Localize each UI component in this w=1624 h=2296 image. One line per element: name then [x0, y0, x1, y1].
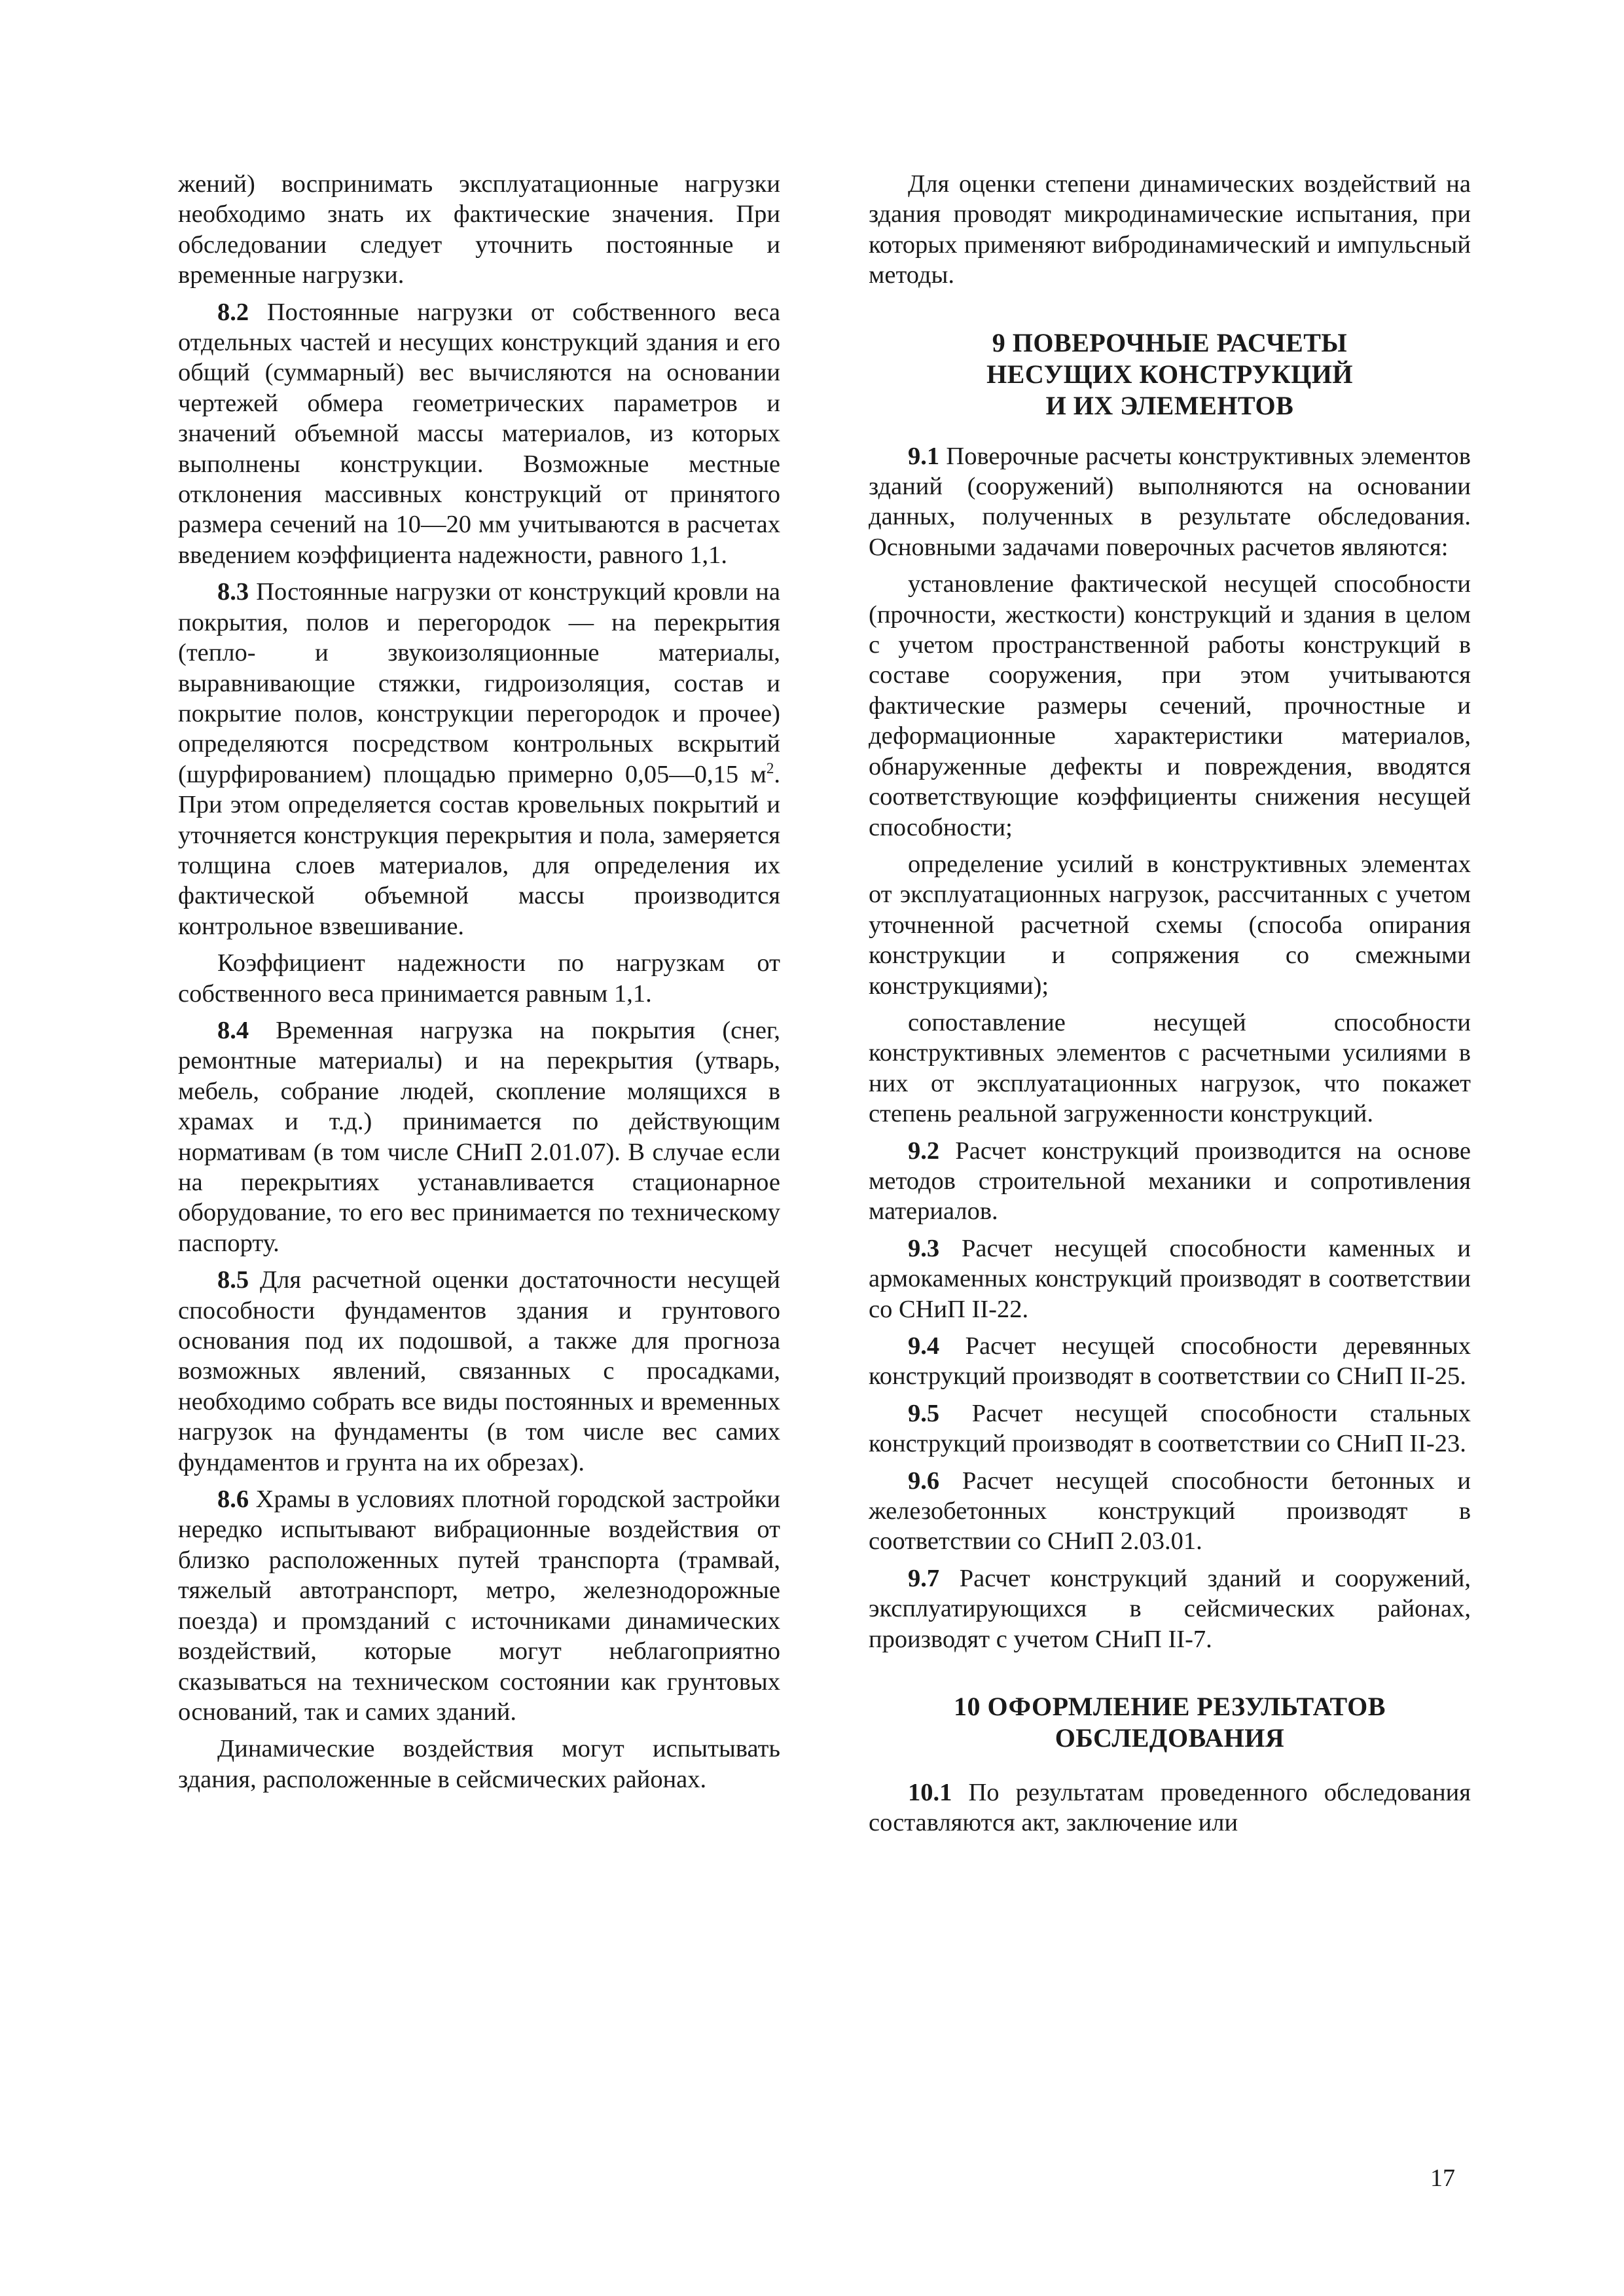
paragraph-9-7	[869, 1563, 1471, 1654]
paragraph-8-2	[178, 297, 780, 571]
clause-text: Постоянные нагрузки от конструкций кровли на покрытия, полов и перегородок — на перекрытия (тепло- и звукоизоляционные материалы, выравнивающие стяжки, гидроизоляция, состав и покрытие полов, конструкции перегородок и прочее) определяются посредством контрольных вскрытий (шурфированием) площадью примерно 0,05—0,15 м	[178, 578, 780, 788]
paragraph-8-3	[178, 577, 780, 941]
clause-text: Храмы в условиях плотной городской застройки нередко испытывают вибрационные воздействия от близко расположенных путей транспорта (трамвай, тяжелый автотранспорт, метро, железнодорожные поезда) и промзданий с источниками динамических воздействий, которые могут неблагоприятно сказываться на техническом состоянии как грунтовых оснований, так и самих зданий.	[178, 1485, 780, 1726]
clause-text-cont: . При этом определяется состав кровельных покрытий и уточняется конструкция перекрытия и пола, замеряется толщина слоев материалов, для определения их фактической объемной массы производится контрольное взвешивание.	[178, 760, 780, 940]
clause-number: 8.4	[217, 1016, 249, 1044]
task-item-3: сопоставление несущей способности конструктивных элементов с расчетными усилиями в них от эксплуатационных нагрузок, что покажет степень реальной загруженности конструкций.	[869, 1008, 1471, 1128]
clause-text: Расчет несущей способности деревянных конструкций производят в соответствии со СНиП II-25.	[869, 1332, 1471, 1391]
paragraph-9-3	[869, 1233, 1471, 1324]
clause-text: Расчет несущей способности каменных и армокаменных конструкций производят в соответствии со СНиП II-22.	[869, 1234, 1471, 1323]
clause-text: Расчет несущей способности стальных конструкций производят в соответствии со СНиП II-23.	[869, 1399, 1471, 1458]
clause-number: 10.1	[908, 1779, 952, 1807]
clause-number: 9.7	[908, 1564, 940, 1592]
paragraph-9-4	[869, 1331, 1471, 1392]
section-10-heading	[869, 1691, 1471, 1754]
heading-line: И ИХ ЭЛЕМЕНТОВ	[1045, 390, 1294, 420]
paragraph-10-1	[869, 1777, 1471, 1838]
heading-line: НЕСУЩИХ КОНСТРУКЦИЙ	[986, 359, 1353, 389]
clause-text: Для расчетной оценки достаточности несущей способности фундаментов здания и грунтового основания под их подошвой, а также для прогноза возможных явлений, связанных с просадками, необходимо собрать все виды постоянных и временных нагрузок на фундаменты (в том числе вес самих фундаментов и грунта на их обрезах).	[178, 1266, 780, 1476]
paragraph-9-1	[869, 441, 1471, 563]
clause-number: 9.6	[908, 1467, 940, 1495]
paragraph-dynamic: Динамические воздействия могут испытывать здания, расположенные в сейсмических районах.	[178, 1735, 780, 1793]
clause-text: Поверочные расчеты конструктивных элементов зданий (сооружений) выполняются на основании данных, полученных в результате обследования. Основными задачами поверочных расчетов являются:	[869, 442, 1471, 561]
clause-number: 8.5	[217, 1266, 249, 1294]
clause-number: 8.2	[217, 298, 249, 326]
clause-text: Временная нагрузка на покрытия (снег, ремонтные материалы) и на перекрытия (утварь, мебель, собрание людей, скопление молящихся в храмах и т.д.) принимается по действующим нормативам (в том числе СНиП 2.01.07). В случае если на перекрытиях устанавливается стационарное оборудование, то его вес принимается по техническому паспорту.	[178, 1016, 780, 1257]
task-item-1: установление фактической несущей способности (прочности, жесткости) конструкций и здания в целом с учетом пространственной работы конструкций в составе сооружения, при этом учитываются фактические размеры сечений, прочностные и деформационные характеристики материалов, обнаруженные дефекты и повреждения, вводятся соответствующие коэффициенты снижения несущей способности;	[869, 570, 1471, 841]
paragraph-8-6	[178, 1484, 780, 1727]
superscript: 2	[766, 759, 774, 776]
paragraph-8-5	[178, 1265, 780, 1478]
right-column	[869, 169, 1471, 1838]
heading-line: 9 ПОВЕРОЧНЫЕ РАСЧЕТЫ	[992, 327, 1348, 357]
heading-line: 10 ОФОРМЛЕНИЕ РЕЗУЛЬТАТОВ	[954, 1692, 1386, 1722]
paragraph-9-5	[869, 1398, 1471, 1459]
paragraph-evaluation: Для оценки степени динамических воздействий на здания проводят микродинамические испытания, при которых применяют вибродинамический и импульсный методы.	[869, 170, 1471, 289]
clause-text: Расчет конструкций зданий и сооружений, эксплуатирующихся в сейсмических районах, производят с учетом СНиП II-7.	[869, 1564, 1471, 1653]
clause-number: 9.2	[908, 1137, 940, 1165]
clause-number: 9.5	[908, 1399, 940, 1427]
paragraph-coefficient: Коэффициент надежности по нагрузкам от собственного веса принимается равным 1,1.	[178, 949, 780, 1008]
paragraph-continuation: жений) воспринимать эксплуатационные нагрузки необходимо знать их фактические значения. При обследовании следует уточнить постоянные и временные нагрузки.	[178, 170, 780, 289]
clause-number: 9.1	[908, 442, 940, 470]
clause-text: Расчет несущей способности бетонных и железобетонных конструкций производят в соответствии со СНиП 2.03.01.	[869, 1467, 1471, 1556]
paragraph-9-6	[869, 1466, 1471, 1557]
clause-number: 9.4	[908, 1332, 940, 1360]
clause-text: По результатам проведенного обследования составляются акт, заключение или	[869, 1779, 1471, 1837]
paragraph-8-4	[178, 1015, 780, 1258]
clause-text: Постоянные нагрузки от собственного веса отдельных частей и несущих конструкций здания и его общий (суммарный) вес вычисляются на основании чертежей обмера геометрических параметров и значений объемной массы материалов, из которых выполнены конструкции. Возможные местные отклонения массивных конструкций от принятого размера сечений на 10—20 мм учитываются в расчетах введением коэффициента надежности, равного 1,1.	[178, 298, 780, 569]
left-column	[178, 169, 780, 1795]
paragraph-9-2	[869, 1136, 1471, 1227]
clause-text: Расчет конструкций производится на основе методов строительной механики и сопротивления материалов.	[869, 1137, 1471, 1226]
page-number: 17	[1430, 2164, 1455, 2192]
clause-number: 8.3	[217, 578, 249, 606]
heading-line: ОБСЛЕДОВАНИЯ	[1055, 1723, 1285, 1753]
task-item-2: определение усилий в конструктивных элементах от эксплуатационных нагрузок, рассчитанных с учетом уточненной расчетной схемы (способа опирания конструкции и сопряжения со смежными конструкциями);	[869, 850, 1471, 1000]
clause-number: 8.6	[217, 1485, 249, 1514]
section-9-heading	[869, 327, 1471, 422]
clause-number: 9.3	[908, 1234, 940, 1262]
